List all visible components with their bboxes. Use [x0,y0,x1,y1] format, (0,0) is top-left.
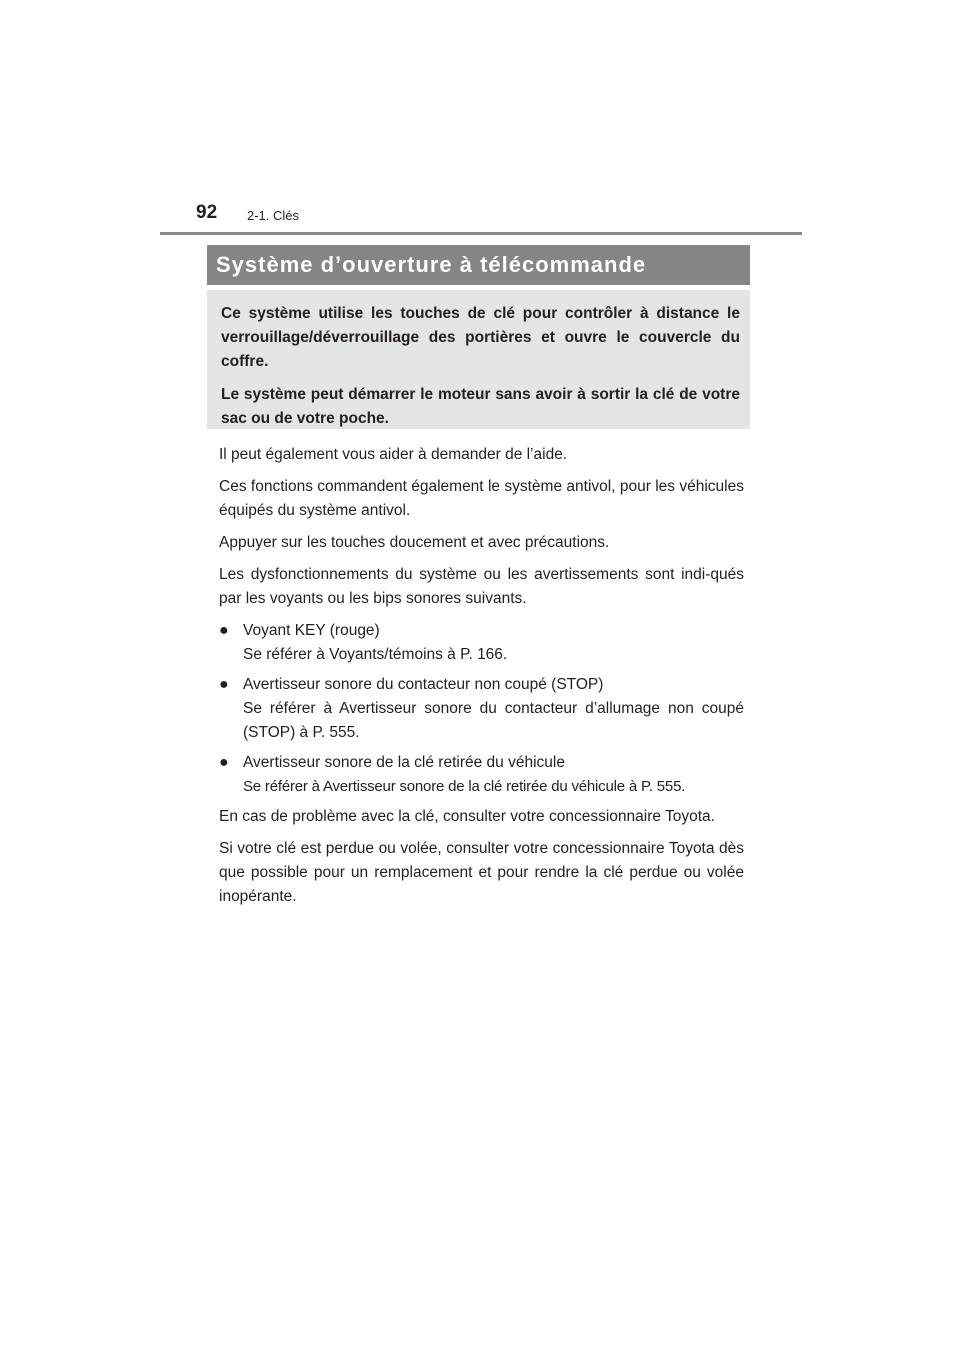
body-paragraph: Il peut également vous aider à demander de l’aide. [219,446,568,463]
page-title: Système d’ouverture à télécommande [216,252,647,277]
body-paragraph: Ces fonctions commandent également le système antivol, pour les véhicules équipés du système antivol. [219,478,744,519]
intro-paragraph: Ce système utilise les touches de clé pour contrôler à distance le verrouillage/déverrouillage des portières et ouvre le couvercle du coffre. [221,305,740,370]
bullet-icon: ● [219,754,229,771]
body-paragraph: Appuyer sur les touches doucement et avec précautions. [219,534,610,551]
intro-summary-box [207,290,750,429]
intro-paragraph: Le système peut démarrer le moteur sans avoir à sortir la clé de votre sac ou de votre poche. [221,386,740,427]
bullet-icon: ● [219,622,229,639]
bullet-reference: Se référer à Avertisseur sonore de la clé retirée du véhicule à P. 555. [243,778,686,795]
page-number: 92 [196,202,218,223]
bullet-reference: Se référer à Voyants/témoins à P. 166. [243,646,508,663]
header-divider [160,232,802,235]
body-paragraph: Si votre clé est perdue ou volée, consulter votre concessionnaire Toyota dès que possible pour un remplacement et pour rendre la clé perdue ou volée inopérante. [219,840,744,905]
section-title-bar [207,245,750,285]
body-text [219,443,744,917]
section-breadcrumb: 2-1. Clés [247,208,300,223]
list-item [219,751,744,799]
bullet-icon: ● [219,676,229,693]
bullet-title: Voyant KEY (rouge) [243,622,380,639]
bullet-reference: Se référer à Avertisseur sonore du contacteur d’allumage non coupé (STOP) à P. 555. [243,700,744,741]
list-item [219,619,744,667]
bullet-title: Avertisseur sonore du contacteur non coupé (STOP) [243,676,604,693]
bullet-title: Avertisseur sonore de la clé retirée du véhicule [243,754,565,771]
list-item [219,673,744,745]
body-paragraph: En cas de problème avec la clé, consulter votre concessionnaire Toyota. [219,808,715,825]
body-paragraph: Les dysfonctionnements du système ou les avertissements sont indi-qués par les voyants ou les bips sonores suivants. [219,566,744,607]
